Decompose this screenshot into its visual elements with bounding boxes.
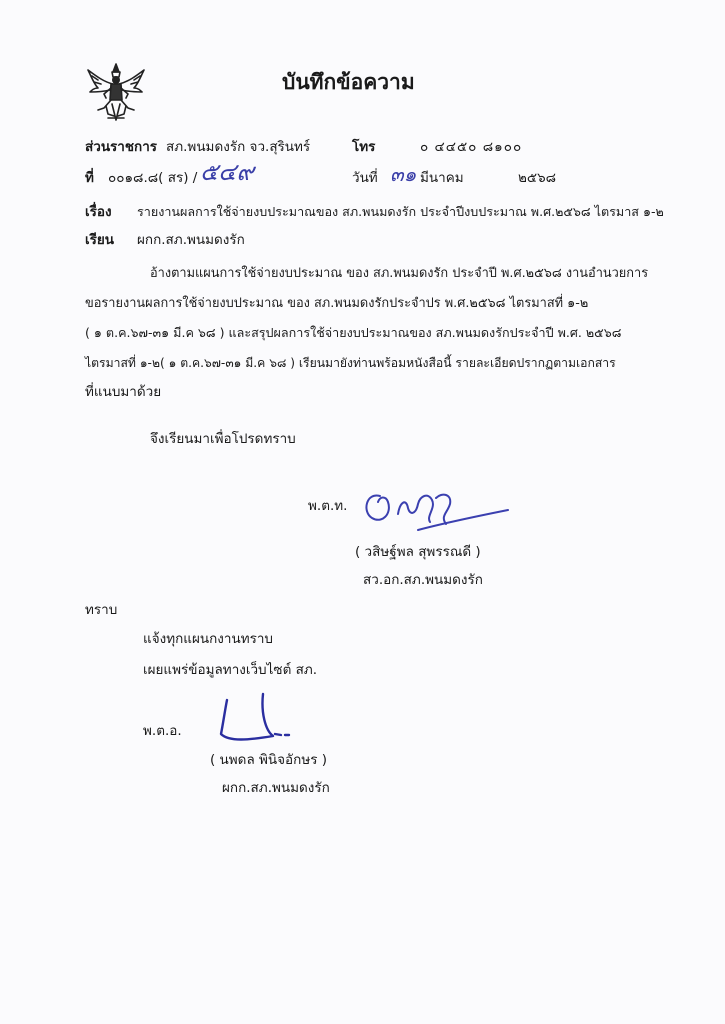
- body-line: ขอรายงานผลการใช้จ่ายงบประมาณ ของ สภ.พนมดงรักประจำปร พ.ศ.๒๕๖๘ ไตรมาสที่ ๑-๒: [85, 296, 589, 311]
- endorse-position: ผกก.สภ.พนมดงรัก: [222, 780, 330, 796]
- ref-value: ๐๐๑๘.๘( สร) /: [108, 170, 198, 186]
- signer1-position: สว.อก.สภ.พนมดงรัก: [363, 572, 483, 588]
- phone-value: ๐ ๔๔๕๐ ๘๑๐๐: [420, 139, 523, 155]
- endorse-name: ( นพดล พินิจอักษร ): [210, 752, 328, 768]
- to-value: ผกก.สภ.พนมดงรัก: [137, 232, 245, 248]
- endorse-rank: พ.ต.อ.: [143, 723, 182, 739]
- endorse-signature: [205, 686, 295, 746]
- agency-value: สภ.พนมดงรัก จว.สุรินทร์: [166, 139, 311, 155]
- ref-handwritten-number: ๕๔๙: [200, 158, 254, 186]
- body-line: ไตรมาสที่ ๑-๒( ๑ ต.ค.๖๗-๓๑ มี.ค ๖๘ ) เรียนมายังท่านพร้อมหนังสือนี้ รายละเอียดปรากฏตามเอกสาร: [85, 356, 616, 370]
- endorse-ack: ทราบ: [85, 602, 118, 618]
- subject-label: เรื่อง: [85, 204, 112, 220]
- body-line: ที่แนบมาด้วย: [85, 384, 162, 400]
- to-label: เรียน: [85, 232, 115, 248]
- date-day: ๓๑: [390, 162, 417, 186]
- signer1-rank: พ.ต.ท.: [308, 498, 348, 514]
- endorse-line1: แจ้งทุกแผนกงานทราบ: [143, 631, 273, 647]
- endorse-line2: เผยแพร่ข้อมูลทางเว็บไซต์ สภ.: [143, 662, 318, 678]
- agency-label: ส่วนราชการ: [85, 139, 158, 155]
- body-line: ( ๑ ต.ค.๖๗-๓๑ มี.ค ๖๘ ) และสรุปผลการใช้จ่ายงบประมาณของ สภ.พนมดงรักประจำปี พ.ศ. ๒๕๖๘: [85, 325, 622, 340]
- body-line: อ้างตามแผนการใช้จ่ายงบประมาณ ของ สภ.พนมดงรัก ประจำปี พ.ศ.๒๕๖๘ งานอำนวยการ: [150, 266, 649, 281]
- date-month: มีนาคม: [420, 170, 464, 186]
- signer1-signature: [358, 478, 518, 538]
- ref-label: ที่: [85, 170, 94, 186]
- signer1-name: ( วสิษฐ์พล สุพรรณดี ): [355, 544, 481, 560]
- closing-text: จึงเรียนมาเพื่อโปรดทราบ: [150, 431, 296, 447]
- garuda-emblem-icon: [84, 60, 148, 124]
- phone-label: โทร: [352, 139, 376, 155]
- memo-title: บันทึกข้อความ: [282, 70, 415, 94]
- subject-value: รายงานผลการใช้จ่ายงบประมาณของ สภ.พนมดงรัก ประจำปีงบประมาณ พ.ศ.๒๕๖๘ ไตรมาส ๑-๒: [137, 204, 664, 219]
- date-label: วันที่: [352, 170, 378, 186]
- date-year: ๒๕๖๘: [518, 170, 557, 186]
